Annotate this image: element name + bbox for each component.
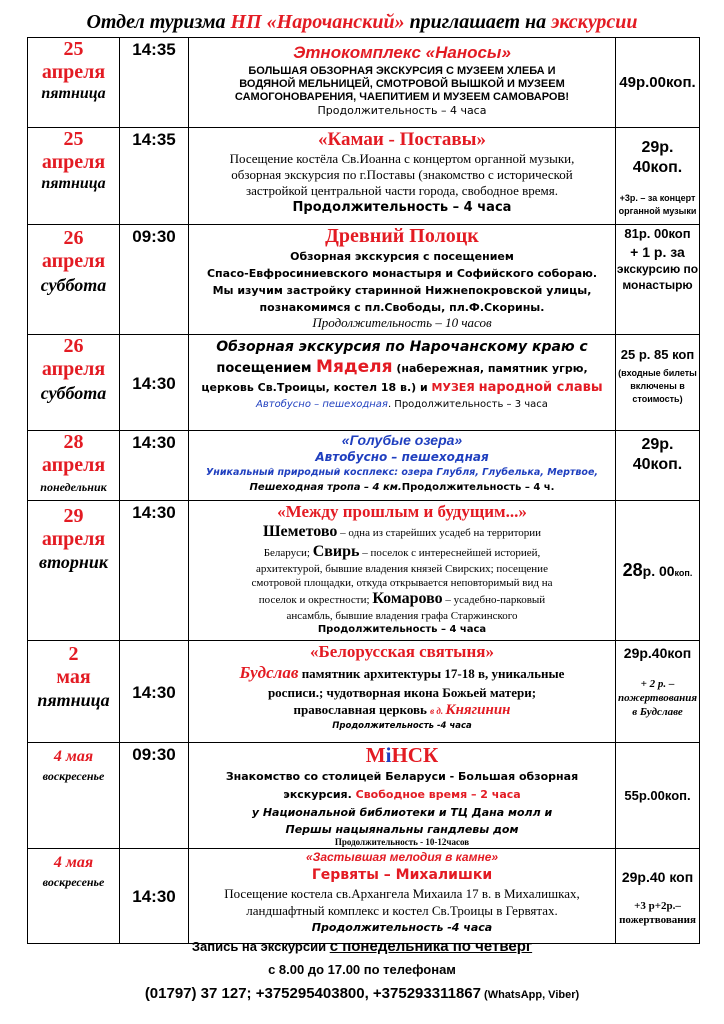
price-main: 29р.40коп (623, 645, 692, 661)
desc-line: ВОДЯНОЙ МЕЛЬНИЦЕЙ, СМОТРОВОЙ ВЫШКОЙ И МУЗЕЕМ (239, 78, 565, 90)
date-weekday: пятница (41, 175, 106, 192)
date-weekday: суббота (40, 383, 107, 403)
date-cell (28, 501, 120, 641)
desc-line: экскурсия. Свободное время – 2 часа (283, 788, 521, 801)
desc-line: познакомимся с пл.Свободы, пл.Ф.Скорины. (259, 301, 545, 314)
date-day: 26 (63, 227, 84, 249)
price-cell (616, 335, 700, 431)
desc-line: Першы нацыянальны гандлевы дом (285, 823, 519, 836)
desc-subtitle: Автобусно – пешеходная (315, 450, 489, 464)
header-part1: Отдел туризма (86, 11, 231, 33)
schedule-row (28, 335, 700, 431)
date-weekday: пятница (41, 85, 106, 102)
schedule-row (28, 849, 700, 944)
phone-numbers: (01797) 37 127; +375295403800, +375293311867 (144, 985, 481, 1002)
date-cell (28, 225, 120, 335)
desc-line: Спасо-Евфросиниевского монастыря и Софийского собораю. (206, 267, 598, 280)
excursion-title: «Голубые озера» (341, 432, 463, 448)
price-note: пожертвования (619, 914, 696, 926)
date-weekday: вторник (39, 552, 108, 572)
time-cell: 09:30 (120, 225, 189, 335)
schedule-table (27, 37, 700, 944)
desc-line: Обзорная экскурсия с посещением (290, 250, 514, 263)
date-weekday: суббота (40, 275, 107, 295)
date-cell (28, 128, 120, 225)
price-main: 29р. 40коп. (632, 436, 683, 473)
price-main: 49р.00коп. (619, 73, 696, 91)
price-main-cont: коп. (674, 568, 693, 578)
desc-line: росписи.; чудотворная икона Божьей матери; (267, 685, 537, 700)
time-cell: 14:35 (120, 128, 189, 225)
page-header (0, 10, 724, 34)
price-cell (616, 641, 700, 743)
date-month: апреля (41, 358, 106, 380)
desc-line: у Национальной библиотеки и ТЦ Дана молл и (251, 806, 553, 819)
date-cell (28, 743, 120, 849)
price-cell (616, 128, 700, 225)
date-month: мая (56, 666, 91, 688)
footer-hours: с 8.00 до 17.00 по телефонам (268, 962, 456, 977)
duration-text: Продолжительность – 10 часов (312, 315, 492, 330)
price-cell (616, 38, 700, 128)
desc-line: САМОГОНОВАРЕНИЯ, ЧАЕПИТИЕМ И МУЗЕЕМ САМОВАРОВ! (234, 91, 570, 103)
header-part3: приглашает на (404, 11, 552, 33)
desc-line: архитектурой, бывшие владения князей Свирских; посещение (256, 563, 548, 575)
time-cell: 14:35 (120, 38, 189, 128)
price-main: 29р. 40коп. (632, 139, 683, 176)
date-weekday: воскресенье (42, 875, 105, 889)
desc-line: Будслав памятник архитектуры 17-18 в, уникальные (239, 663, 565, 682)
desc-subtitle: Гервяты – Михалишки (311, 867, 493, 883)
excursion-title: МіНСК (365, 743, 439, 767)
desc-line: православная церковь в д. Княгинин (293, 702, 511, 718)
duration-text: Продолжительность -4 часа (332, 721, 472, 731)
date-month: апреля (41, 250, 106, 272)
description-cell (189, 501, 616, 641)
date-day: 4 мая (53, 854, 94, 871)
desc-line: Посещение костела св.Архангела Михаила 17 в. в Михалишках, (224, 886, 580, 901)
schedule-row (28, 38, 700, 128)
date-month: апреля (41, 454, 106, 476)
schedule-row (28, 641, 700, 743)
duration-text: Продолжительность -4 часа (311, 921, 493, 934)
price-extra: экскурсию по (616, 262, 699, 276)
booking-days: с понедельника по четверг (329, 938, 533, 955)
price-main: 55р.00коп. (624, 787, 691, 803)
date-day: 25 (63, 38, 84, 60)
date-day: 28 (63, 431, 84, 453)
footer-booking: Запись на экскурсии с понедельника по четверг (191, 938, 533, 955)
price-note: органной музыки (618, 206, 697, 216)
description-cell (189, 335, 616, 431)
schedule-row (28, 743, 700, 849)
price-cell (616, 225, 700, 335)
date-day: 29 (63, 505, 84, 527)
schedule-row (28, 128, 700, 225)
excursion-title: «Белорусская святыня» (310, 642, 494, 661)
time-cell: 14:30 (120, 431, 189, 501)
excursion-title: «Камаи - Поставы» (318, 129, 486, 150)
date-weekday: понедельник (40, 480, 107, 494)
date-day: 2 (68, 643, 79, 665)
schedule-row (28, 501, 700, 641)
duration-text: Продолжительность – 4 часа (317, 624, 487, 635)
town-name: Мяделя (316, 357, 393, 377)
desc-line: обзорная экскурсия по г.Поставы (знакомство с исторической (231, 167, 573, 182)
date-cell (28, 335, 120, 431)
description-cell (189, 849, 616, 944)
price-note: +3р. – за концерт (619, 193, 696, 203)
date-cell (28, 38, 120, 128)
schedule-row (28, 225, 700, 335)
desc-line: Автобусно – пешеходная. Продолжительность – 3 часа (256, 399, 548, 410)
excursion-title: «Застывшая мелодия в камне» (305, 850, 499, 864)
date-cell (28, 431, 120, 501)
desc-line: застройкой центральной части города, свободное время. (246, 183, 558, 198)
duration-text: Продолжительность - 10-12часов (334, 837, 470, 847)
price-cell (616, 431, 700, 501)
excursion-title: Древний Полоцк (325, 225, 479, 247)
date-cell (28, 641, 120, 743)
desc-line: Пешеходная тропа – 4 км.Продолжительность – 4 ч. (249, 482, 555, 493)
price-extra: монастырю (622, 278, 693, 292)
time-cell: 14:30 (120, 501, 189, 641)
price-note: +3 р+2р.– (634, 900, 681, 912)
time-cell: 09:30 (120, 743, 189, 849)
desc-line: Знакомство со столицей Беларуси - Большая обзорная (225, 770, 579, 783)
price-note: стоимость) (632, 394, 683, 404)
desc-line: смотровой площадки, откуда открывается неповторимый вид на (251, 577, 553, 589)
schedule-row (28, 431, 700, 501)
desc-line: Шеметово – одна из старейших усадеб на территории (262, 523, 542, 540)
excursion-title: «Между прошлым и будущим...» (277, 502, 527, 521)
time-cell: 14:30 (120, 335, 189, 431)
desc-line: церковь Св.Троицы, костел 18 в.) и МУЗЕЯ народной славы (201, 380, 603, 395)
date-day: 25 (63, 128, 84, 150)
price-cell (616, 849, 700, 944)
price-main-cont: р. 00 (642, 563, 675, 579)
description-cell (189, 128, 616, 225)
description-cell (189, 225, 616, 335)
desc-line: поселок и окрестности; Комарово – усадебно-парковый (258, 590, 546, 607)
price-note: в Будславе (632, 706, 683, 718)
header-excursions: экскурсии (551, 11, 638, 33)
date-day: 4 мая (53, 748, 94, 765)
desc-line: Обзорная экскурсия по Нарочанскому краю с (216, 339, 588, 355)
duration-text: Продолжительность – 4 часа (317, 104, 487, 117)
time-cell: 14:30 (120, 849, 189, 944)
description-cell (189, 431, 616, 501)
price-extra: + 1 р. за (630, 244, 685, 260)
excursion-title: Этнокомплекс «Наносы» (293, 43, 511, 62)
footer-phones (0, 985, 724, 1002)
price-cell (616, 501, 700, 641)
desc-line: Уникальный природный коcплекс: озера Глубля, Глубелька, Мертвое, (205, 467, 598, 478)
price-note: (входные билеты (618, 368, 697, 378)
date-cell (28, 849, 120, 944)
header-park-name: НП «Нарочанский» (230, 11, 405, 33)
duration-text: Продолжительность – 4 часа (292, 200, 512, 215)
date-weekday: воскресенье (42, 769, 105, 783)
desc-line: ансамбль, бывшие владения графа Старжинского (286, 610, 518, 622)
price-main: 29р.40 коп (621, 869, 694, 885)
description-cell (189, 641, 616, 743)
desc-line: ландшафтный комплекс и костел Св.Троицы в Гервятах. (246, 903, 558, 918)
price-main: 25 р. 85 коп (620, 347, 695, 362)
date-day: 26 (63, 335, 84, 357)
price-note: включены в (630, 381, 685, 391)
desc-line: Посещение костёла Св.Иоанна с концертом органной музыки, (229, 151, 575, 166)
price-note: + 2 р. – (640, 678, 675, 690)
messenger-note: (WhatsApp, Viber) (480, 989, 580, 1001)
time-cell: 14:30 (120, 641, 189, 743)
date-weekday: пятница (37, 690, 110, 710)
desc-line: посещением Мяделя (набережная, памятник угрю, (216, 357, 588, 377)
description-cell (189, 38, 616, 128)
price-note: пожертвования (618, 692, 697, 704)
date-month: апреля (41, 151, 106, 173)
date-month: апреля (41, 61, 106, 83)
price-cell (616, 743, 700, 849)
desc-line: Беларуси; Свирь – поселок с интереснейшей историей, (263, 543, 541, 560)
price-main: 28 (622, 560, 643, 580)
price-main: 81р. 00коп (624, 226, 691, 241)
date-month: апреля (41, 528, 106, 550)
description-cell (189, 743, 616, 849)
desc-line: Мы изучим застройку старинной Нижнепокровской улицы, (212, 284, 592, 297)
desc-line: БОЛЬШАЯ ОБЗОРНАЯ ЭКСКУРСИЯ С МУЗЕЕМ ХЛЕБА И (248, 65, 556, 77)
